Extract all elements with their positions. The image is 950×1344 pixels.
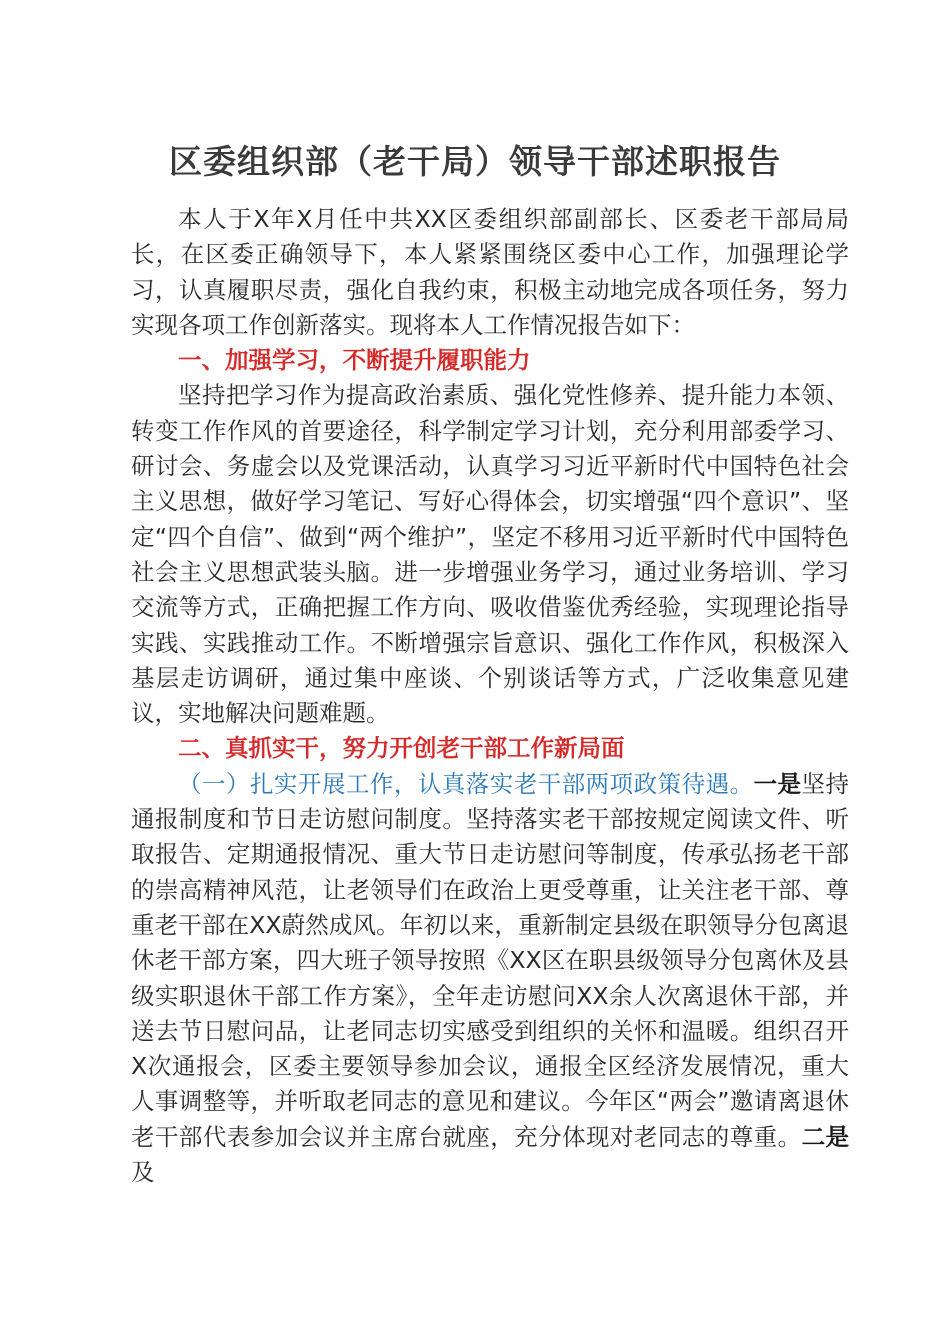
section-2-paragraph bbox=[131, 767, 849, 1191]
subsection-1-tail: 及 bbox=[131, 1158, 155, 1187]
subsection-1-text: 坚持通报制度和节日走访慰问制度。坚持落实老干部按规定阅读文件、听取报告、定期通报情况、重大节日走访慰问等制度，传承弘扬老干部的崇高精神风范，让老领导们在政治上更受尊重，让关注老干部、尊重老干部在XX蔚然成风。年初以来，重新制定县级在职领导分包离退休老干部方案，四大班子领导按照《XX区在职县级领导分包离休及县级实职退休干部工作方案》，全年走访慰问XX余人次离退休干部，并送去节日慰问品，让老同志切实感受到组织的关怀和温暖。组织召开X次通报会，区委主要领导参加会议，通报全区经济发展情况，重大人事调整等，并听取老同志的意见和建议。今年区“两会”邀请离退休老干部代表参加会议并主席台就座，充分体现对老同志的尊重。 bbox=[131, 769, 850, 1151]
page-title: 区委组织部（老干局）领导干部述职报告 bbox=[169, 142, 781, 181]
section-2-heading: 二、真抓实干，努力开创老干部工作新局面 bbox=[178, 734, 625, 763]
intro-paragraph: 本人于X年X月任中共XX区委组织部副部长、区委老干部局局长，在区委正确领导下，本人紧紧围绕区委中心工作，加强理论学习，认真履职尽责，强化自我约束，积极主动地完成各项任务，努力实现各项工作创新落实。现将本人工作情况报告如下： bbox=[131, 205, 849, 339]
subsection-1-heading: （一）扎实开展工作，认真落实老干部两项政策待遇。 bbox=[178, 769, 754, 798]
section-1-paragraph: 坚持把学习作为提高政治素质、强化党性修养、提升能力本领、转变工作作风的首要途径，科学制定学习计划，充分利用部委学习、研讨会、务虚会以及党课活动，认真学习习近平新时代中国特色社会主义思想，做好学习笔记、写好心得体会，切实增强“四个意识”、坚定“四个自信”、做到“两个维护”，坚定不移用习近平新时代中国特色社会主义思想武装头脑。进一步增强业务学习，通过业务培训、学习交流等方式，正确把握工作方向、吸收借鉴优秀经验，实现理论指导实践、实践推动工作。不断增强宗旨意识、强化工作作风，积极深入基层走访调研，通过集中座谈、个别谈话等方式，广泛收集意见建议，实地解决问题难题。 bbox=[131, 381, 849, 728]
lead-two: 二是 bbox=[801, 1122, 850, 1151]
document-body bbox=[131, 202, 849, 1190]
lead-one: 一是 bbox=[753, 769, 802, 798]
section-1-heading: 一、加强学习，不断提升履职能力 bbox=[178, 346, 531, 375]
